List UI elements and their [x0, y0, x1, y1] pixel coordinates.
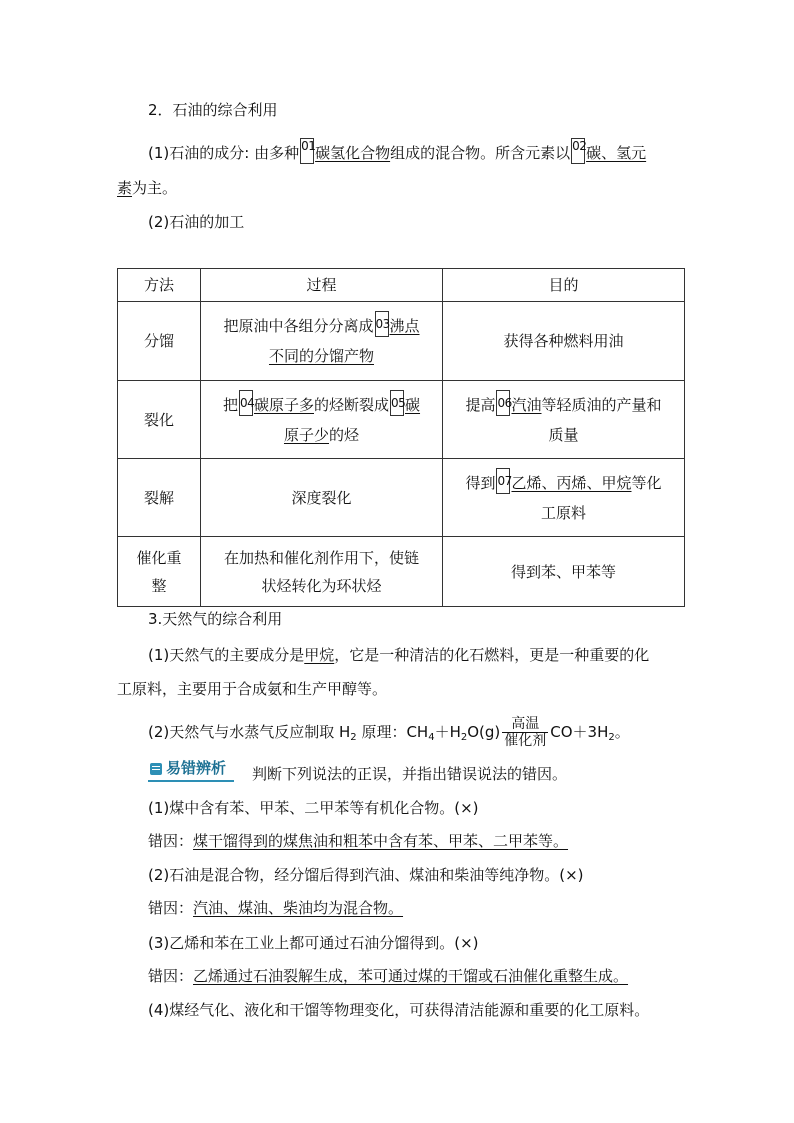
blank-number: 03 — [375, 317, 390, 331]
condition-catalyst: 催化剂 — [504, 733, 547, 749]
natural-gas-line2: 工原料，主要用于合成氨和生产甲醇等。 — [117, 680, 388, 698]
purpose-cell: 获得各种燃料用油 — [443, 302, 685, 381]
section-2-title: 2．石油的综合利用 — [148, 101, 278, 119]
petroleum-processing-heading: (2)石油的加工 — [148, 213, 245, 231]
text: ＋H — [434, 723, 461, 741]
text: ，它是一种清洁的化石燃料，更是一种重要的化 — [334, 646, 650, 664]
text: 催化重 — [136, 548, 182, 567]
error-analysis-intro: 判断下列说法的正误，并指出错误说法的错因。 — [252, 765, 568, 783]
blank-number: 02 — [572, 139, 587, 153]
blank-box-02 — [571, 138, 585, 164]
blank-number: 05 — [391, 395, 406, 410]
blank-number: 01 — [301, 139, 316, 153]
header-process: 过程 — [201, 269, 443, 302]
text: 提高 — [465, 395, 496, 414]
answer-many-carbon: 碳原子多 — [253, 395, 314, 414]
answer-gasoline: 汽油 — [511, 395, 542, 414]
text: (1)石油的成分: 由多种 — [148, 144, 300, 162]
error-item-3-reason — [148, 966, 628, 986]
error-item-4-question: (4)煤经气化、液化和干馏等物理变化，可获得清洁能源和重要的化工原料。 — [148, 1001, 650, 1019]
text: 。 — [614, 723, 630, 741]
natural-gas-reaction — [148, 716, 630, 749]
subscript: 4 — [428, 732, 435, 743]
text: 得到 — [465, 473, 496, 492]
reason-label: 错因： — [148, 899, 194, 917]
text: 把原油中各组分分离成 — [223, 317, 374, 335]
method-cell: 分馏 — [118, 302, 201, 381]
book-icon — [150, 763, 162, 775]
text: 质量 — [548, 425, 579, 444]
text: O(g) — [467, 723, 501, 741]
text: 把 — [222, 395, 238, 414]
method-cell — [118, 537, 201, 607]
process-cell: 深度裂化 — [201, 459, 443, 537]
badge-underline — [148, 780, 234, 782]
reason-answer: 汽油、煤油、柴油均为混合物。 — [193, 899, 404, 917]
error-item-3-question: (3)乙烯和苯在工业上都可通过石油分馏得到。(×) — [148, 934, 479, 952]
blank-number: 06 — [497, 395, 512, 410]
subscript: 2 — [460, 732, 468, 743]
subscript: 2 — [350, 732, 357, 743]
header-purpose: 目的 — [443, 269, 685, 302]
reason-label: 错因： — [148, 832, 194, 850]
blank-box-01 — [300, 138, 314, 164]
blank-box-03 — [375, 311, 389, 337]
table-row-cracking — [118, 381, 685, 459]
text: 组成的混合物。所含元素以 — [390, 144, 571, 162]
text: 工原料 — [540, 503, 586, 522]
table-header-row — [118, 269, 685, 302]
header-method: 方法 — [118, 269, 201, 302]
blank-box-04 — [239, 390, 253, 416]
text: 为主。 — [132, 179, 178, 197]
text: 的烃断裂成 — [314, 395, 390, 414]
error-item-2-question: (2)石油是混合物，经分馏后得到汽油、煤油和柴油等纯净物。(×) — [148, 866, 584, 884]
badge-label: 易错辨析 — [166, 759, 227, 777]
purpose-cell — [443, 459, 685, 537]
subscript: 2 — [608, 732, 615, 743]
reason-answer: 煤干馏得到的煤焦油和粗苯中含有苯、甲苯、二甲苯等。 — [193, 832, 569, 850]
reason-label: 错因： — [148, 967, 194, 985]
text: 整 — [151, 576, 167, 595]
process-cell — [201, 381, 443, 459]
purpose-cell: 得到苯、甲苯等 — [443, 537, 685, 607]
text: (1)天然气的主要成分是 — [148, 646, 305, 664]
blank-box-06 — [496, 390, 510, 416]
blank-box-05 — [390, 390, 404, 416]
text: CO＋3H — [550, 723, 609, 741]
table-row-fractionation — [118, 302, 685, 381]
process-cell — [201, 302, 443, 381]
text: (2)天然气与水蒸气反应制取 H — [148, 723, 351, 741]
section-3-title: 3.天然气的综合利用 — [148, 610, 283, 628]
text: 的烃 — [329, 425, 360, 444]
answer-few-carbon: 碳 — [405, 395, 421, 414]
answer-few-carbon-cont: 原子少 — [283, 425, 329, 444]
natural-gas-line1 — [148, 645, 649, 665]
table-row-reforming — [118, 537, 685, 607]
error-analysis-badge — [148, 758, 234, 782]
answer-carbon-hydrogen: 碳、氢元 — [586, 144, 647, 162]
text: 等化 — [631, 473, 662, 492]
blank-number: 07 — [497, 473, 512, 488]
method-cell: 裂解 — [118, 459, 201, 537]
method-cell: 裂化 — [118, 381, 201, 459]
process-cell — [201, 537, 443, 607]
table-row-pyrolysis — [118, 459, 685, 537]
answer-boiling-point: 沸点 — [389, 317, 420, 335]
error-item-1-question: (1)煤中含有苯、甲苯、二甲苯等有机化合物。(×) — [148, 799, 479, 817]
text: 状烃转化为环状烃 — [261, 576, 382, 595]
petroleum-processing-table — [117, 268, 685, 607]
answer-carbon-hydrogen-cont: 素 — [117, 179, 133, 197]
purpose-cell — [443, 381, 685, 459]
petroleum-composition-line2 — [117, 178, 177, 198]
reason-answer: 乙烯通过石油裂解生成，苯可通过煤的干馏或石油催化重整生成。 — [193, 967, 629, 985]
error-item-1-reason — [148, 831, 568, 851]
text: 在加热和催化剂作用下，使链 — [223, 548, 419, 567]
petroleum-composition-line1 — [148, 138, 646, 164]
answer-hydrocarbons: 碳氢化合物 — [315, 144, 391, 162]
text: 原理：CH — [356, 723, 429, 741]
answer-methane: 甲烷 — [304, 646, 335, 664]
blank-number: 04 — [239, 395, 255, 410]
error-item-2-reason — [148, 898, 403, 918]
condition-temperature: 高温 — [502, 716, 548, 733]
answer-boiling-point-cont: 不同的分馏产物 — [268, 347, 374, 365]
reaction-condition — [502, 716, 548, 749]
answer-olefins: 乙烯、丙烯、甲烷 — [511, 473, 632, 492]
blank-box-07 — [496, 468, 510, 494]
text: 等轻质油的产量和 — [541, 395, 662, 414]
